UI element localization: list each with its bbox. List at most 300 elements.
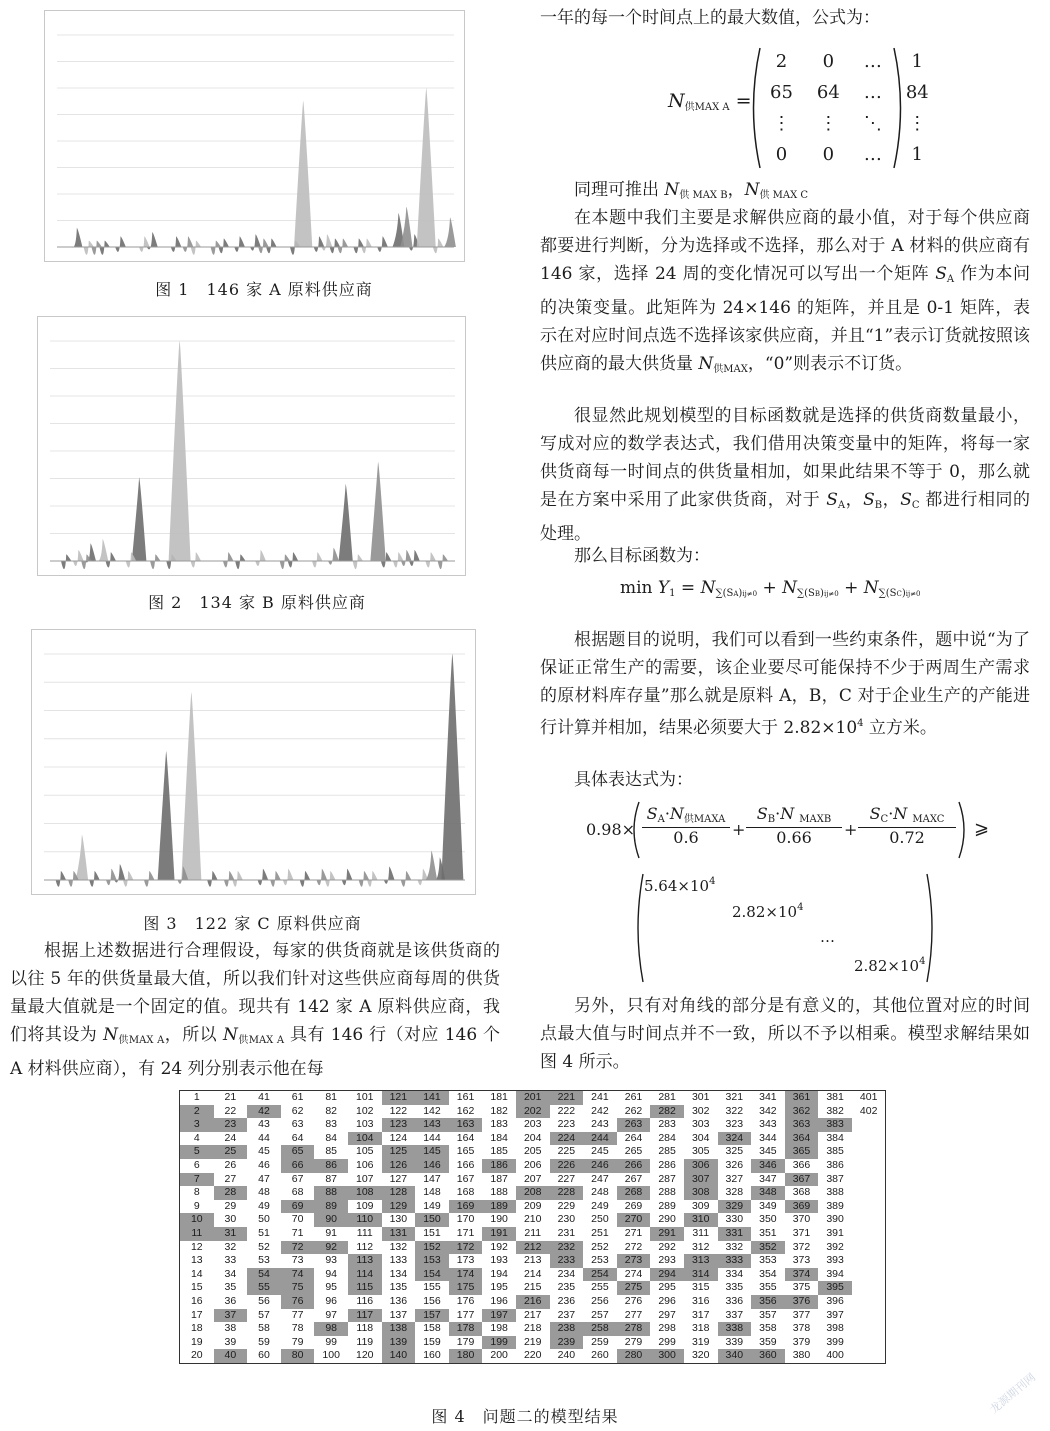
table-cell: 339	[725, 1335, 744, 1348]
table-cell: 359	[759, 1335, 777, 1348]
table-cell: 177	[456, 1308, 475, 1321]
series-1-peak	[314, 236, 325, 251]
table-cell: 300	[650, 1349, 684, 1363]
table-cell: 380	[792, 1349, 811, 1362]
table-cell: 6	[193, 1158, 200, 1171]
table-cell: 26	[224, 1158, 237, 1171]
table-cell: 252	[591, 1240, 609, 1253]
table-cell: 383	[818, 1118, 852, 1132]
table-cell: 170	[456, 1213, 475, 1226]
table-cell: 31	[214, 1227, 248, 1241]
table-cell: 2	[180, 1105, 214, 1119]
series-3-peak	[444, 217, 456, 247]
series-3-peak	[317, 869, 328, 886]
series-1-peak	[61, 554, 71, 569]
table-cell: 219	[523, 1335, 542, 1348]
series-1-peak	[235, 554, 245, 569]
series-3-peak	[224, 871, 234, 887]
table-cell: 193	[490, 1254, 508, 1267]
table-cell: 20	[190, 1349, 203, 1362]
table-cell: 296	[658, 1294, 676, 1307]
table-cell: 92	[314, 1241, 348, 1255]
table-cell: 137	[389, 1308, 408, 1321]
table-cell: 156	[423, 1294, 441, 1307]
series-3-peak	[359, 871, 369, 887]
table-cell: 71	[291, 1226, 304, 1239]
matrix-cell: 0	[822, 144, 835, 165]
table-cell: 40	[214, 1349, 248, 1363]
series-1-peak	[99, 241, 109, 255]
table-cell: 194	[490, 1267, 508, 1280]
table-cell: 120	[356, 1349, 374, 1362]
table-cell: 169	[449, 1200, 483, 1214]
table-cell: 148	[423, 1186, 441, 1199]
table-cell: 110	[348, 1213, 382, 1227]
table-cell: 245	[591, 1145, 609, 1158]
table-cell: 281	[658, 1091, 676, 1103]
table-cell: 139	[382, 1336, 416, 1350]
table-cell: 27	[224, 1172, 237, 1185]
table-cell: 99	[325, 1335, 338, 1348]
table-cell: 184	[490, 1131, 508, 1144]
table-cell: 55	[247, 1281, 281, 1295]
chart-figure-1	[44, 10, 465, 262]
table-cell: 396	[826, 1294, 844, 1307]
table-cell: 338	[718, 1322, 752, 1336]
constraint-term-c: $S_C\cdot N$ $_{MAXC}$ 0.72	[858, 804, 956, 847]
table-cell: 88	[314, 1186, 348, 1200]
table-cell: 240	[557, 1349, 576, 1362]
table-cell: 96	[325, 1294, 338, 1307]
table-cell: 72	[281, 1241, 315, 1255]
table-cell: 232	[550, 1241, 584, 1255]
series-1-peak	[409, 550, 420, 566]
table-cell: 279	[624, 1335, 643, 1348]
table-cell: 336	[725, 1294, 744, 1307]
table-cell: 366	[792, 1158, 811, 1171]
series-3-peak	[328, 548, 339, 565]
series-3-peak	[438, 554, 448, 569]
table-cell: 266	[617, 1159, 651, 1173]
table-cell: 401	[859, 1091, 878, 1103]
table-cell: 192	[490, 1240, 508, 1253]
table-cell: 61	[291, 1091, 304, 1103]
table-cell: 30	[224, 1213, 237, 1226]
table-cell: 152	[415, 1241, 449, 1255]
table-cell: 155	[423, 1281, 441, 1294]
table-cell: 150	[415, 1213, 449, 1227]
table-cell: 220	[523, 1349, 542, 1362]
paragraph-4: 根据题目的说明，我们可以看到一些约束条件，题中说“为了保证正常生产的需要，该企业要尽可能保持不少于两周生产需求的原材料库存量”那么就是原料 A，B，C 对于企业生产的产能进行计算并相加，结果必须要大于 $2.82\times 10^4$ 立方米。	[540, 630, 1030, 738]
table-cell: 268	[617, 1186, 651, 1200]
table-cell: 127	[389, 1172, 408, 1185]
table-cell: 229	[557, 1199, 576, 1212]
table-cell: 249	[591, 1199, 609, 1212]
table-cell: 33	[224, 1254, 237, 1267]
table-cell: 8	[193, 1186, 200, 1199]
result-table	[179, 1090, 886, 1364]
table-cell: 391	[826, 1226, 844, 1239]
table-cell: 17	[190, 1308, 203, 1321]
table-cell: 18	[190, 1322, 203, 1335]
table-cell: 208	[516, 1186, 550, 1200]
table-cell: 57	[258, 1308, 270, 1321]
table-cell: 263	[617, 1118, 651, 1132]
matrix-cell: 1	[911, 144, 923, 165]
table-cell: 212	[516, 1241, 550, 1255]
table-cell: 54	[247, 1268, 281, 1282]
series-2-peak	[255, 550, 266, 566]
paragraph-2: 很显然此规划模型的目标函数就是选择的供货商数量最小，写成对应的数学表达式，我们借用决策变量中的矩阵，将每一家供货商每一时间点的供货量相加，如果此结果不等于 0，那么就是在方案中采用了此家供货商，对于 $S_A$，$S_B$，$S_C$ 都进行相同的处理。	[540, 406, 1031, 544]
table-cell: 4	[193, 1131, 200, 1144]
table-cell: 48	[258, 1186, 270, 1199]
table-cell: 159	[423, 1335, 441, 1348]
table-cell: 351	[759, 1226, 777, 1239]
empty-cell	[852, 1241, 886, 1255]
table-cell: 83	[325, 1118, 338, 1131]
table-cell: 255	[591, 1281, 609, 1294]
series-3-peak	[144, 871, 154, 887]
empty-cell	[852, 1295, 886, 1309]
table-cell: 349	[759, 1199, 777, 1212]
table-cell: 305	[691, 1145, 710, 1158]
table-cell: 202	[516, 1105, 550, 1119]
table-cell: 89	[314, 1200, 348, 1214]
table-cell: 292	[658, 1240, 676, 1253]
table-cell: 209	[523, 1199, 542, 1212]
table-cell: 188	[490, 1186, 508, 1199]
table-cell: 267	[624, 1172, 643, 1185]
table-cell: 105	[356, 1145, 374, 1158]
table-cell: 260	[591, 1349, 609, 1362]
table-cell: 81	[325, 1091, 338, 1103]
table-cell: 381	[826, 1091, 844, 1103]
series-3-peak	[401, 871, 411, 887]
empty-cell	[852, 1349, 886, 1363]
table-cell: 330	[725, 1213, 744, 1226]
empty-cell	[852, 1132, 886, 1146]
table-cell: 3	[180, 1118, 214, 1132]
table-cell: 112	[356, 1240, 374, 1253]
table-cell: 286	[658, 1158, 676, 1171]
matrix-cell: 2	[775, 51, 788, 72]
table-cell: 313	[684, 1254, 718, 1268]
table-cell: 164	[456, 1131, 475, 1144]
table-cell: 68	[291, 1186, 304, 1199]
table-cell: 386	[826, 1158, 844, 1171]
table-cell: 42	[247, 1105, 281, 1119]
table-cell: 250	[591, 1213, 609, 1226]
matrix-cell: …	[863, 82, 882, 103]
series-1-peak	[158, 751, 175, 880]
table-cell: 93	[325, 1254, 338, 1267]
diag-entry-4: $2.82\times 10^4$	[854, 956, 926, 975]
table-cell: 115	[348, 1281, 382, 1295]
table-cell: 348	[751, 1186, 785, 1200]
series-1-peak	[377, 236, 388, 251]
table-cell: 117	[348, 1309, 382, 1323]
table-cell: 201	[516, 1091, 550, 1105]
table-cell: 302	[691, 1104, 710, 1117]
table-cell: 154	[415, 1268, 449, 1282]
table-cell: 284	[658, 1131, 676, 1144]
table-cell: 103	[356, 1118, 374, 1131]
empty-cell	[852, 1254, 886, 1268]
series-3-peak	[150, 554, 160, 569]
table-cell: 227	[557, 1172, 576, 1185]
chart-2-svg	[38, 317, 465, 575]
table-cell: 119	[356, 1335, 374, 1348]
table-cell: 144	[423, 1131, 441, 1144]
table-cell: 342	[759, 1104, 777, 1117]
table-cell: 246	[583, 1159, 617, 1173]
table-cell: 343	[759, 1118, 777, 1131]
table-cell: 134	[389, 1267, 408, 1280]
table-cell: 385	[826, 1145, 844, 1158]
table-cell: 101	[356, 1091, 374, 1103]
table-cell: 280	[617, 1349, 651, 1363]
table-cell: 199	[482, 1336, 516, 1350]
series-2-peak	[418, 869, 429, 886]
table-cell: 402	[859, 1104, 878, 1117]
table-cell: 355	[759, 1281, 777, 1294]
table-cell: 205	[523, 1145, 542, 1158]
table-cell: 253	[591, 1254, 609, 1267]
table-cell: 125	[382, 1145, 416, 1159]
table-cell: 166	[456, 1158, 475, 1171]
series-3-peak	[426, 851, 438, 880]
table-cell: 238	[550, 1322, 584, 1336]
table-cell: 226	[550, 1159, 584, 1173]
table-cell: 347	[759, 1172, 777, 1185]
table-cell: 388	[826, 1186, 844, 1199]
table-cell: 146	[415, 1159, 449, 1173]
table-cell: 358	[759, 1322, 777, 1335]
table-cell: 185	[490, 1145, 508, 1158]
table-cell: 361	[785, 1091, 819, 1105]
table-cell: 21	[224, 1091, 237, 1103]
matrix-cell: ⋱	[863, 113, 882, 134]
empty-cell	[852, 1336, 886, 1350]
table-cell: 345	[759, 1145, 777, 1158]
series-2-peak	[353, 554, 363, 569]
series-2-peak	[76, 835, 88, 880]
table-cell: 58	[258, 1322, 270, 1335]
table-cell: 390	[826, 1213, 844, 1226]
table-cell: 334	[725, 1267, 744, 1280]
table-cell: 357	[759, 1308, 777, 1321]
series-2-peak	[139, 236, 150, 251]
table-cell: 299	[658, 1335, 676, 1348]
table-cell: 225	[557, 1145, 576, 1158]
matrix-lhs: $N_{供MAX A}$ =	[668, 90, 752, 113]
table-cell: 73	[291, 1254, 304, 1267]
table-cell: 368	[792, 1186, 811, 1199]
matrix-cell: 84	[905, 82, 929, 103]
constraint-right-paren	[956, 800, 970, 860]
empty-cell	[852, 1281, 886, 1295]
table-cell: 312	[691, 1240, 710, 1253]
empty-cell	[852, 1118, 886, 1132]
series-2-peak	[283, 869, 294, 886]
table-cell: 15	[190, 1281, 203, 1294]
table-cell: 393	[826, 1254, 844, 1267]
table-cell: 216	[516, 1295, 550, 1309]
table-cell: 309	[691, 1199, 710, 1212]
table-cell: 142	[423, 1104, 441, 1117]
table-cell: 395	[818, 1281, 852, 1295]
table-cell: 264	[624, 1131, 643, 1144]
table-cell: 242	[591, 1104, 609, 1117]
matrix-cell: ⋮	[819, 113, 838, 134]
empty-cell	[852, 1309, 886, 1323]
table-cell: 215	[523, 1281, 542, 1294]
table-cell: 147	[423, 1172, 441, 1185]
figure-4-caption: 图 4 问题二的模型结果	[431, 1407, 619, 1426]
table-cell: 382	[826, 1104, 844, 1117]
table-cell: 364	[785, 1132, 819, 1146]
table-cell: 135	[389, 1281, 408, 1294]
table-cell: 24	[224, 1131, 237, 1144]
table-cell: 91	[325, 1226, 338, 1239]
table-cell: 167	[456, 1172, 475, 1185]
table-cell: 297	[658, 1308, 676, 1321]
table-cell: 289	[658, 1199, 676, 1212]
right-paren	[890, 46, 910, 170]
table-cell: 295	[658, 1281, 676, 1294]
table-cell: 244	[583, 1132, 617, 1146]
table-cell: 124	[389, 1131, 408, 1144]
table-cell: 187	[490, 1172, 508, 1185]
table-cell: 5	[180, 1145, 214, 1159]
table-cell: 335	[725, 1281, 744, 1294]
table-cell: 273	[617, 1254, 651, 1268]
table-cell: 7	[180, 1173, 214, 1187]
table-cell: 294	[650, 1268, 684, 1282]
table-cell: 145	[415, 1145, 449, 1159]
series-2-peak	[367, 871, 377, 887]
table-cell: 333	[718, 1254, 752, 1268]
table-cell: 47	[258, 1172, 270, 1185]
paragraph-5: 具体表达式为：	[574, 770, 693, 790]
diag-entry-1: $5.64\times 10^4$	[644, 876, 716, 895]
series-2-peak	[425, 552, 435, 567]
table-cell: 178	[449, 1322, 483, 1336]
series-3-peak	[401, 550, 412, 566]
table-cell: 36	[224, 1294, 237, 1307]
table-cell: 234	[557, 1267, 576, 1280]
constraint-relation: ⩾	[974, 818, 990, 839]
chart-1-svg	[45, 11, 464, 261]
table-cell: 52	[258, 1240, 270, 1253]
table-cell: 287	[658, 1172, 676, 1185]
table-cell: 46	[258, 1158, 270, 1171]
objective-formula: $\min Y_1 = N_{\sum(SA)ij\ne 0} + N_{\sum(SB)ij\ne 0} + N_{\sum(SC)ij\ne 0}$	[620, 578, 921, 599]
table-cell: 149	[423, 1199, 441, 1212]
figure-3-caption: 图 3 122 家 C 原料供应商	[143, 914, 362, 933]
watermark: 龙源期刊网	[987, 1370, 1039, 1417]
table-cell: 186	[482, 1159, 516, 1173]
table-cell: 77	[291, 1308, 304, 1321]
table-cell: 303	[691, 1118, 710, 1131]
table-cell: 183	[490, 1118, 508, 1131]
table-cell: 67	[291, 1172, 304, 1185]
table-cell: 172	[449, 1241, 483, 1255]
table-cell: 162	[456, 1104, 475, 1117]
table-cell: 265	[624, 1145, 643, 1158]
table-cell: 174	[449, 1268, 483, 1282]
table-cell: 360	[751, 1349, 785, 1363]
table-cell: 80	[281, 1349, 315, 1363]
empty-cell	[852, 1159, 886, 1173]
table-cell: 243	[591, 1118, 609, 1131]
table-cell: 100	[322, 1349, 340, 1362]
table-cell: 106	[356, 1158, 374, 1171]
table-cell: 363	[785, 1118, 819, 1132]
table-cell: 387	[826, 1172, 844, 1185]
table-cell: 290	[658, 1213, 676, 1226]
table-cell: 318	[691, 1322, 710, 1335]
table-cell: 352	[751, 1241, 785, 1255]
table-cell: 397	[826, 1308, 844, 1321]
table-cell: 56	[258, 1294, 270, 1307]
empty-cell	[852, 1227, 886, 1241]
table-cell: 198	[490, 1322, 508, 1335]
table-cell: 288	[658, 1186, 676, 1199]
table-cell: 171	[456, 1226, 475, 1239]
table-cell: 28	[214, 1186, 248, 1200]
table-cell: 213	[523, 1254, 542, 1267]
table-cell: 85	[325, 1145, 338, 1158]
table-cell: 285	[658, 1145, 676, 1158]
series-1-peak	[339, 484, 353, 561]
table-cell: 257	[591, 1308, 609, 1321]
table-cell: 168	[456, 1186, 475, 1199]
table-cell: 271	[624, 1226, 643, 1239]
table-cell: 384	[826, 1131, 844, 1144]
series-1-peak	[56, 871, 66, 887]
empty-cell	[852, 1200, 886, 1214]
table-cell: 65	[281, 1145, 315, 1159]
table-cell: 69	[281, 1200, 315, 1214]
table-cell: 160	[423, 1349, 441, 1362]
table-cell: 126	[382, 1159, 416, 1173]
empty-cell	[852, 1268, 886, 1282]
table-cell: 49	[258, 1199, 270, 1212]
series-3-peak	[270, 871, 280, 887]
paragraph-6: 另外，只有对角线的部分是有意义的，其他位置对应的时间点最大值与时间点并不一致，所以不予以相乘。模型求解结果如图 4 所示。	[540, 996, 1030, 1072]
table-cell: 311	[692, 1226, 710, 1239]
table-cell: 111	[356, 1226, 373, 1239]
table-cell: 109	[356, 1199, 374, 1212]
table-cell: 13	[190, 1254, 203, 1267]
series-2-peak	[393, 552, 403, 567]
table-cell: 362	[785, 1105, 819, 1119]
table-cell: 128	[382, 1186, 416, 1200]
table-cell: 214	[523, 1267, 542, 1280]
series-2-peak	[294, 101, 312, 247]
series-3-peak	[370, 462, 385, 561]
table-cell: 344	[759, 1131, 777, 1144]
table-cell: 95	[325, 1281, 338, 1294]
table-cell: 211	[524, 1226, 542, 1239]
table-cell: 206	[523, 1158, 542, 1171]
table-cell: 140	[382, 1349, 416, 1363]
series-3-peak	[400, 207, 412, 247]
table-cell: 121	[382, 1091, 416, 1105]
table-cell: 398	[826, 1322, 844, 1335]
tongli-line: 同理可推出 $N_{供 MAX B}$，$N_{供 MAX C}$	[574, 180, 809, 201]
